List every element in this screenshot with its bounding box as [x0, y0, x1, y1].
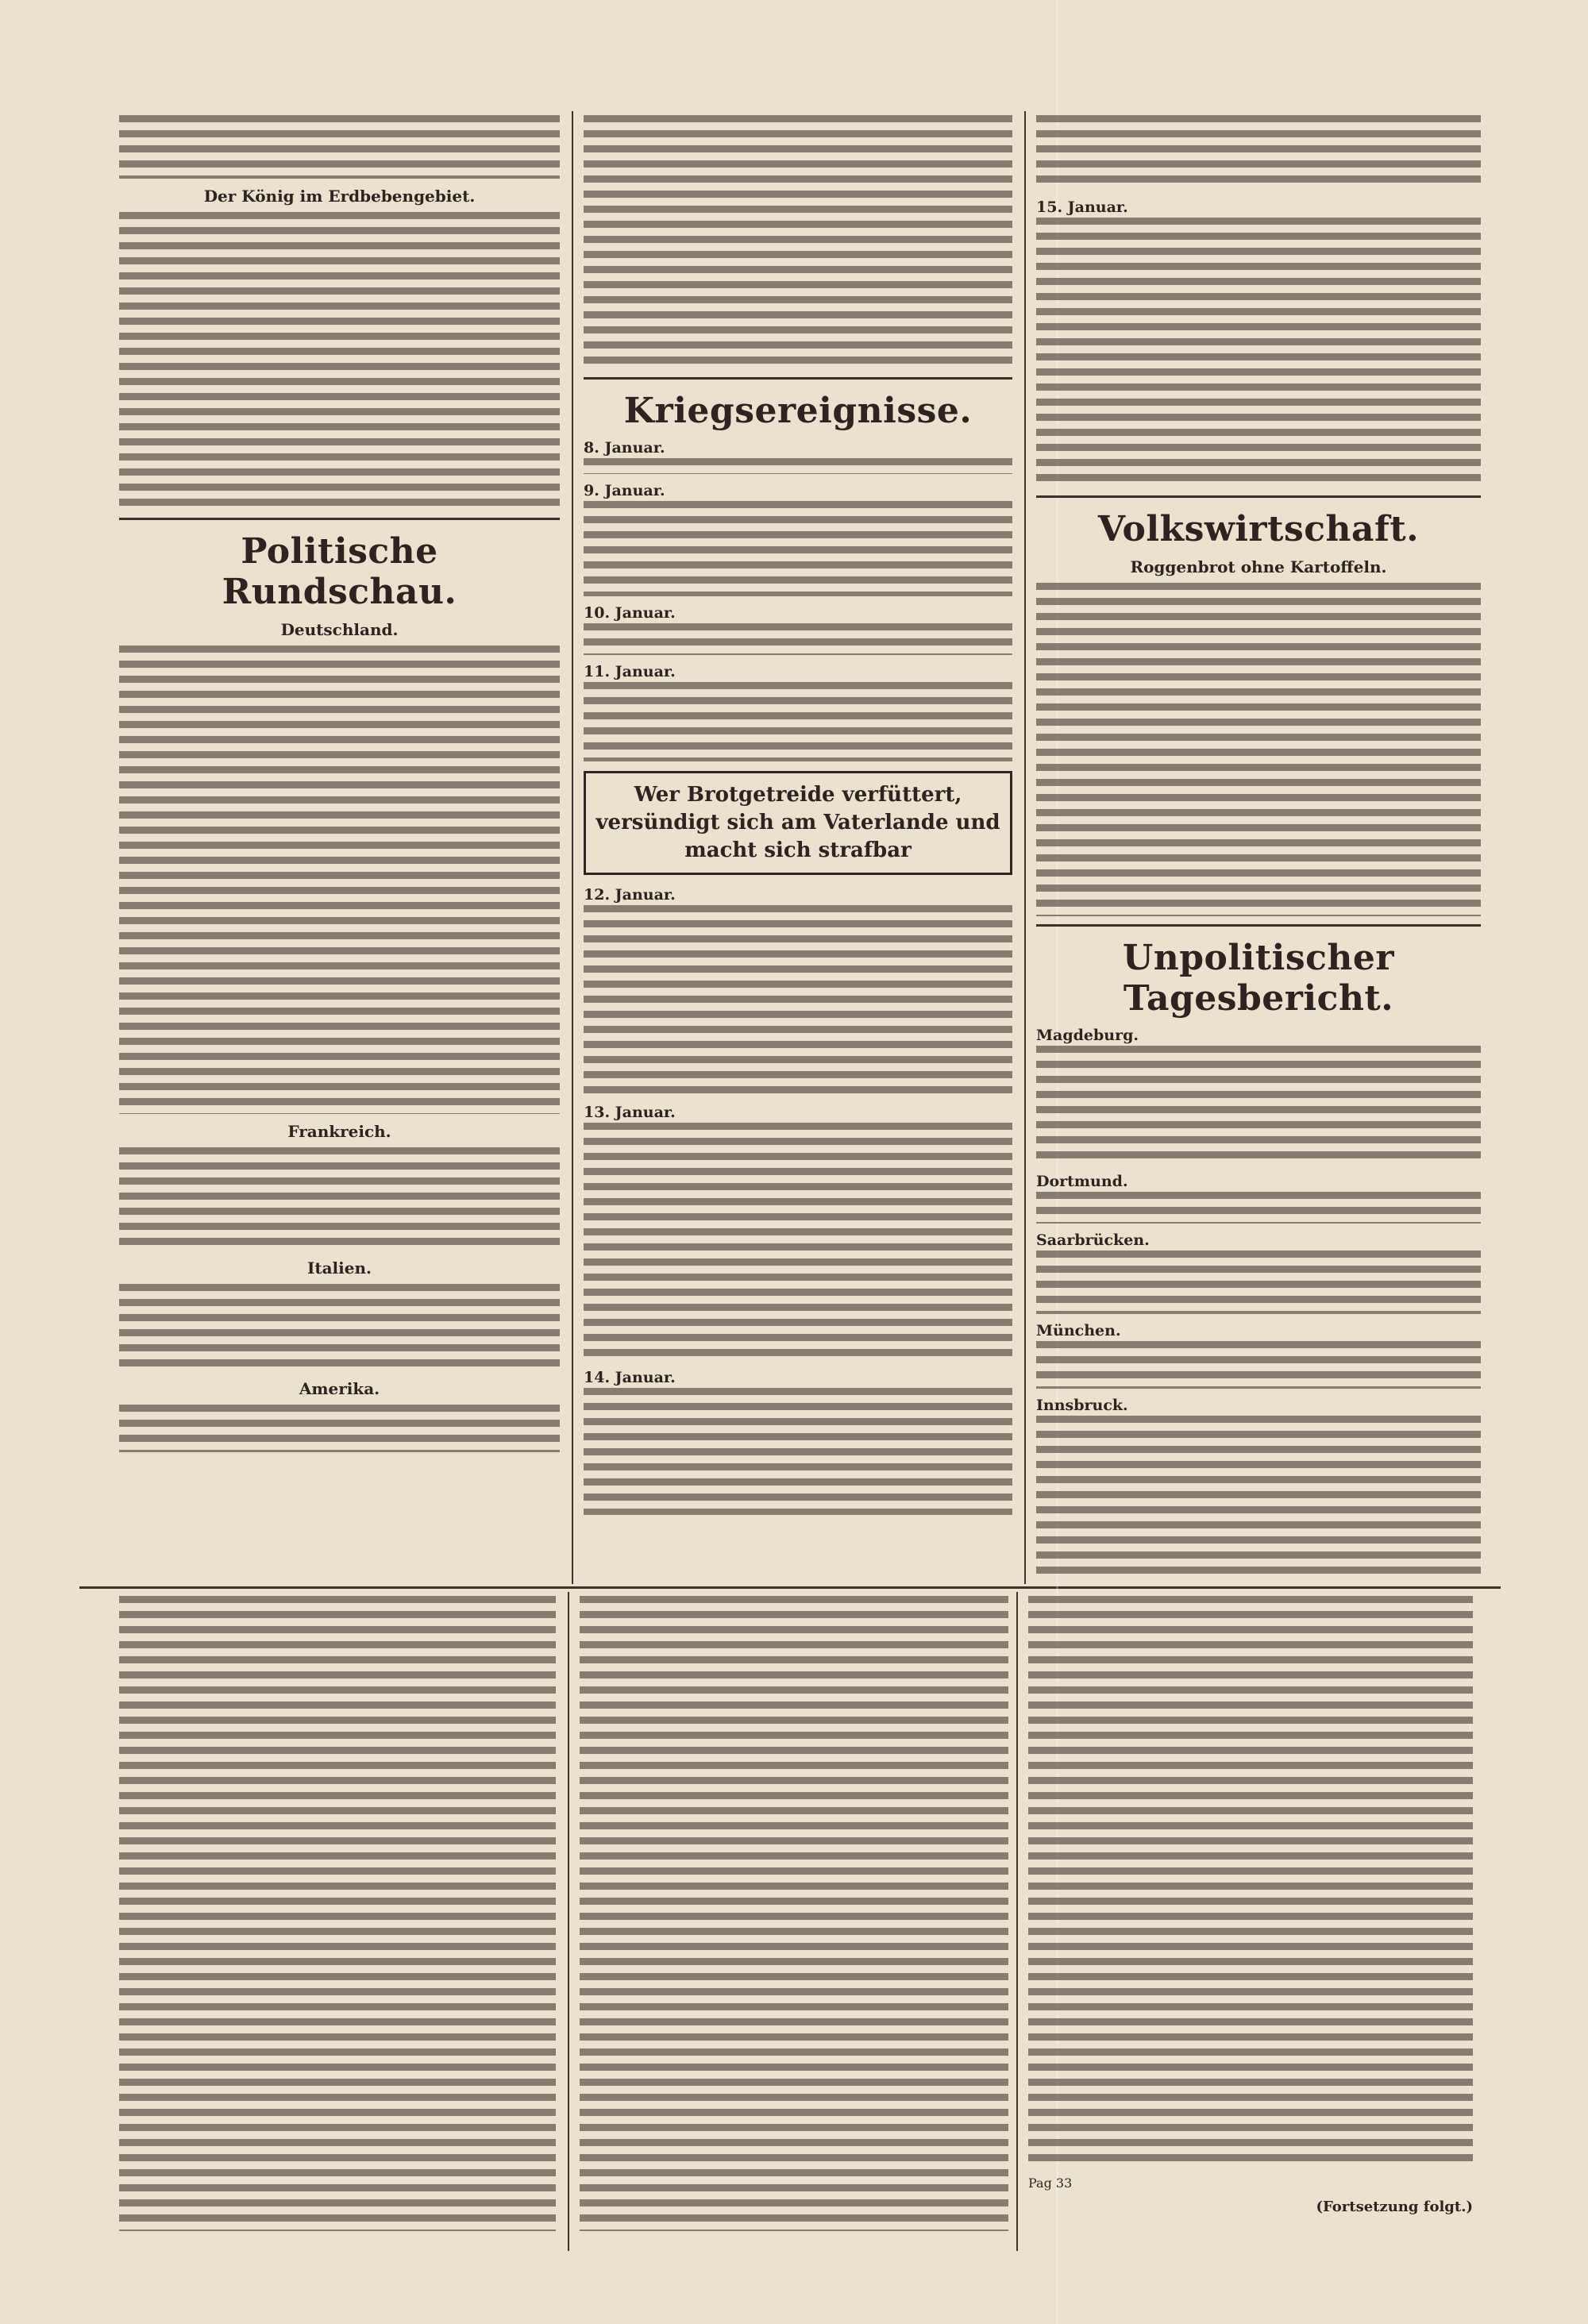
left-column	[119, 115, 560, 1584]
article-heading: Der König im Erdbebengebiet.	[203, 187, 476, 206]
place-heading: Magdeburg.	[1036, 1027, 1139, 1044]
right-column	[1036, 115, 1481, 1584]
dateline: 10. Januar.	[584, 604, 676, 622]
page-note: Pag 33	[1028, 2176, 1073, 2191]
section-title: Volkswirtschaft.	[1097, 509, 1420, 549]
article-heading: Roggenbrot ohne Kartoffeln.	[1130, 557, 1387, 576]
section-rule	[1036, 495, 1481, 498]
country-heading: Amerika.	[299, 1379, 380, 1398]
column-rule	[568, 1592, 569, 2251]
dateline: 11. Januar.	[584, 663, 676, 680]
serial-column-3	[1028, 1596, 1473, 2255]
country-heading: Deutschland.	[280, 620, 399, 639]
dateline: 13. Januar.	[584, 1104, 676, 1122]
column-rule	[572, 111, 573, 1584]
dateline: 14. Januar.	[584, 1369, 676, 1387]
section-title: Politische Rundschau.	[222, 531, 457, 612]
column-rule	[1024, 111, 1026, 1584]
dateline: 15. Januar.	[1036, 198, 1128, 216]
section-title: Unpolitischer Tagesbericht.	[1122, 938, 1395, 1019]
serial-column-1	[119, 1596, 556, 2255]
column-rule	[1016, 1592, 1018, 2251]
section-title: Kriegsereignisse.	[623, 391, 973, 431]
serial-column-2	[580, 1596, 1008, 2255]
country-heading: Frankreich.	[287, 1122, 391, 1141]
section-rule	[119, 518, 560, 520]
middle-column	[584, 115, 1012, 1584]
boxed-notice: Wer Brotgetreide verfüttert, versündigt sich am Vaterlande und macht sich strafbar	[584, 771, 1012, 875]
place-heading: Dortmund.	[1036, 1173, 1128, 1190]
place-heading: Innsbruck.	[1036, 1397, 1128, 1414]
dateline: 9. Januar.	[584, 482, 665, 499]
country-heading: Italien.	[307, 1258, 372, 1278]
section-rule	[584, 377, 1012, 380]
place-heading: München.	[1036, 1322, 1121, 1339]
place-heading: Saarbrücken.	[1036, 1231, 1150, 1249]
dateline: 12. Januar.	[584, 886, 676, 904]
dateline: 8. Januar.	[584, 439, 665, 457]
section-rule	[79, 1586, 1501, 1589]
continuation-note: (Fortsetzung folgt.)	[1316, 2199, 1473, 2215]
section-rule	[1036, 924, 1481, 927]
